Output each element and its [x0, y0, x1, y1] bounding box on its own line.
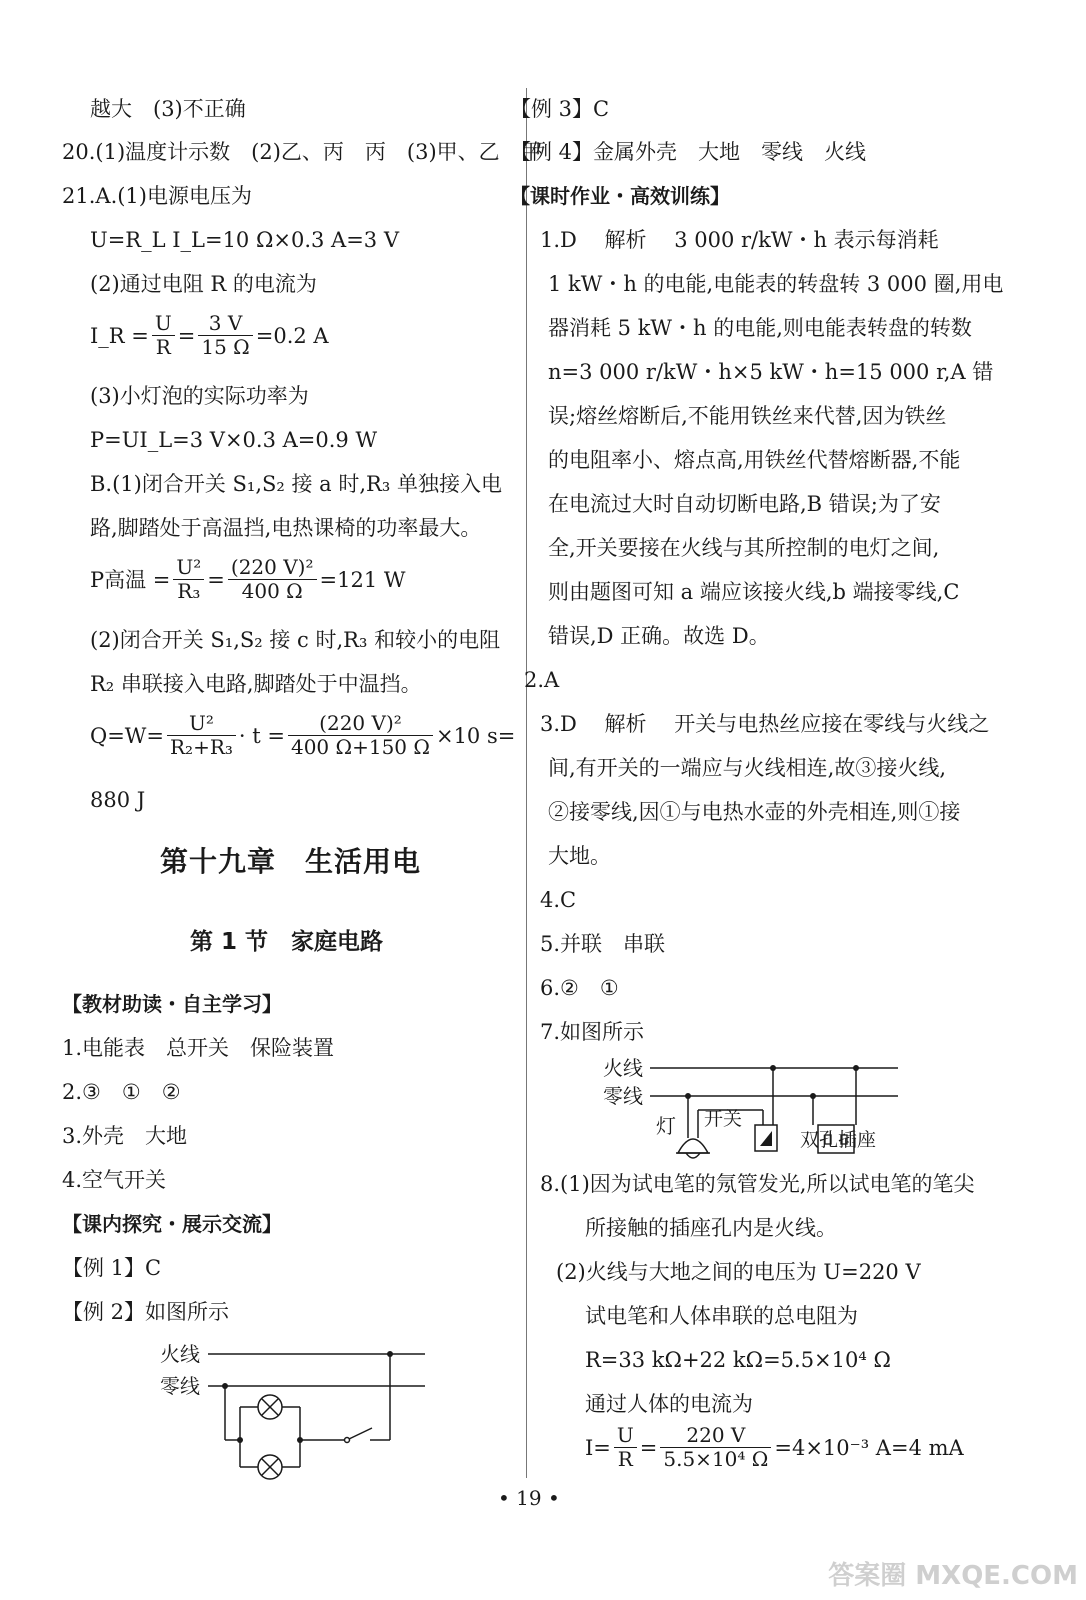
answer-3: 3.外壳 大地	[62, 1124, 188, 1148]
answer-21: 21.A.(1)电源电压为	[62, 184, 252, 208]
fraction: $\frac{3 V}{15 \Omega}$	[198, 312, 252, 359]
fraction: $\frac{U}{R}$	[614, 1424, 637, 1471]
switch-icon	[755, 1125, 777, 1151]
switch-icon	[345, 1428, 373, 1443]
section-title: 第 1 节 家庭电路	[190, 929, 384, 955]
fraction: $\frac{U}{R}$	[152, 312, 175, 359]
example-4: 【例 4】金属外壳 大地 零线 火线	[510, 140, 867, 164]
lamp-icon	[258, 1395, 282, 1419]
answer-line: 880 J	[90, 788, 146, 812]
question-1-text: 误;熔丝熔断后,不能用铁丝来代替,因为铁丝	[548, 404, 947, 428]
formula-lhs: P高温 =	[90, 567, 171, 592]
answer-20: 20.(1)温度计示数 (2)乙、丙 丙 (3)甲、乙 甲	[62, 140, 542, 164]
question-1-text: 全,开关要接在火线与其所控制的电灯之间,	[548, 536, 940, 560]
question-8-text: 试电笔和人体串联的总电阻为	[585, 1304, 858, 1328]
question-5: 5.并联 串联	[540, 932, 666, 956]
question-8: 8.(1)因为试电笔的氖管发光,所以试电笔的笔尖	[540, 1172, 975, 1196]
column-divider	[526, 88, 527, 1478]
question-7: 7.如图所示	[540, 1020, 645, 1044]
lamp-label: 灯	[656, 1114, 676, 1138]
formula-result: =121 W	[319, 567, 406, 592]
section-heading: 【教材助读・自主学习】	[62, 992, 282, 1016]
question-1-text: 则由题图可知 a 端应该接火线,b 端接零线,C	[548, 580, 960, 604]
fraction: $\frac{220 V}{\text{5.5×10⁴ Ω}}$	[660, 1424, 771, 1471]
page-number: • 19 •	[498, 1486, 560, 1510]
answer-4: 4.空气开关	[62, 1168, 167, 1192]
formula-lhs: I_R =	[90, 323, 149, 348]
section-heading: 【课时作业・高效训练】	[510, 184, 730, 208]
fraction: $\frac{\text{U²}}{\text{R₃}}$	[173, 556, 204, 603]
fraction: $\frac{\text{U²}}{\text{R₂+R₃}}$	[167, 712, 236, 759]
answer-line: (3)小灯泡的实际功率为	[90, 384, 309, 408]
formula-voltage: U=R_L I_L=10 Ω×0.3 A=3 V	[90, 228, 400, 252]
formula-resistance: R=33 kΩ+22 kΩ=5.5×10⁴ Ω	[585, 1348, 891, 1372]
question-3-text: 间,有开关的一端应与火线相连,故③接火线,	[548, 756, 947, 780]
lamp-icon	[676, 1139, 710, 1158]
question-1-text: n=3 000 r/kW・h×5 kW・h=15 000 r,A 错	[548, 360, 994, 384]
answer-line: 越大 (3)不正确	[90, 97, 246, 121]
question-1-text: 的电阻率小、熔点高,用铁丝代替熔断器,不能	[548, 448, 961, 472]
question-2: 2.A	[524, 668, 560, 692]
answer-line: 路,脚踏处于高温挡,电热课椅的功率最大。	[90, 516, 482, 540]
answer-1: 1.电能表 总开关 保险装置	[62, 1036, 335, 1060]
answer-line: B.(1)闭合开关 S₁,S₂ 接 a 时,R₃ 单独接入电	[90, 472, 502, 496]
formula-result: =4×10⁻³ A=4 mA	[774, 1435, 964, 1460]
example-3: 【例 3】C	[510, 97, 610, 121]
question-1-text: 在电流过大时自动切断电路,B 错误;为了安	[548, 492, 941, 516]
question-1: 1.D 解析 3 000 r/kW・h 表示每消耗	[540, 228, 939, 252]
question-4: 4.C	[540, 888, 577, 912]
socket-label: 双孔插座	[800, 1129, 877, 1151]
equals-sign: =	[207, 567, 225, 592]
question-3-text: 大地。	[548, 844, 611, 868]
live-wire-label: 火线	[603, 1056, 643, 1080]
question-8-text: 通过人体的电流为	[585, 1392, 753, 1416]
equals-sign: =	[639, 1435, 658, 1460]
question-8-text: (2)火线与大地之间的电压为 U=220 V	[556, 1260, 921, 1284]
formula-high-power	[90, 556, 405, 603]
fraction: $\frac{\text{(220 V)²}}{400 \Omega}$	[228, 556, 317, 603]
watermark: 答案圈 MXQE.COM	[828, 1561, 1078, 1591]
formula-result: ×10 s=	[435, 723, 516, 748]
question-6: 6.② ①	[540, 976, 619, 1000]
answer-line: R₂ 串联接入电路,脚踏处于中温挡。	[90, 672, 422, 696]
circuit-diagram-1	[150, 1335, 450, 1485]
question-3: 3.D 解析 开关与电热丝应接在零线与火线之	[540, 712, 990, 736]
question-1-text: 1 kW・h 的电能,电能表的转盘转 3 000 圈,用电	[548, 272, 1004, 296]
formula-result: =0.2 A	[255, 323, 329, 348]
chapter-title: 第十九章 生活用电	[160, 845, 422, 878]
fraction: $\frac{\text{(220 V)²}}{400 \Omega+150 \Omega}$	[288, 712, 433, 759]
answer-2: 2.③ ① ②	[62, 1080, 181, 1104]
live-wire-label: 火线	[160, 1342, 200, 1366]
question-8-text: 所接触的插座孔内是火线。	[585, 1216, 837, 1240]
example-2: 【例 2】如图所示	[62, 1300, 230, 1324]
equals-sign: =	[177, 323, 196, 348]
answer-line: (2)通过电阻 R 的电流为	[90, 272, 317, 296]
formula-lhs: Q=W=	[90, 723, 164, 748]
answer-line: (2)闭合开关 S₁,S₂ 接 c 时,R₃ 和较小的电阻	[90, 628, 501, 652]
formula-power: P=UI_L=3 V×0.3 A=0.9 W	[90, 428, 378, 452]
formula-current	[90, 312, 329, 359]
question-1-text: 错误,D 正确。故选 D。	[548, 624, 770, 648]
formula-body-current	[585, 1424, 964, 1471]
question-1-text: 器消耗 5 kW・h 的电能,则电能表转盘的转数	[548, 316, 972, 340]
formula-heat	[90, 712, 515, 759]
section-heading: 【课内探究・展示交流】	[62, 1212, 282, 1236]
switch-label: 开关	[704, 1108, 743, 1130]
formula-lhs: I=	[585, 1435, 611, 1460]
neutral-wire-label: 零线	[603, 1084, 643, 1108]
example-1: 【例 1】C	[62, 1256, 162, 1280]
lamp-icon	[258, 1455, 282, 1479]
neutral-wire-label: 零线	[160, 1374, 200, 1398]
formula-mid: · t =	[238, 723, 285, 748]
question-3-text: ②接零线,因①与电热水壶的外壳相连,则①接	[548, 800, 961, 824]
